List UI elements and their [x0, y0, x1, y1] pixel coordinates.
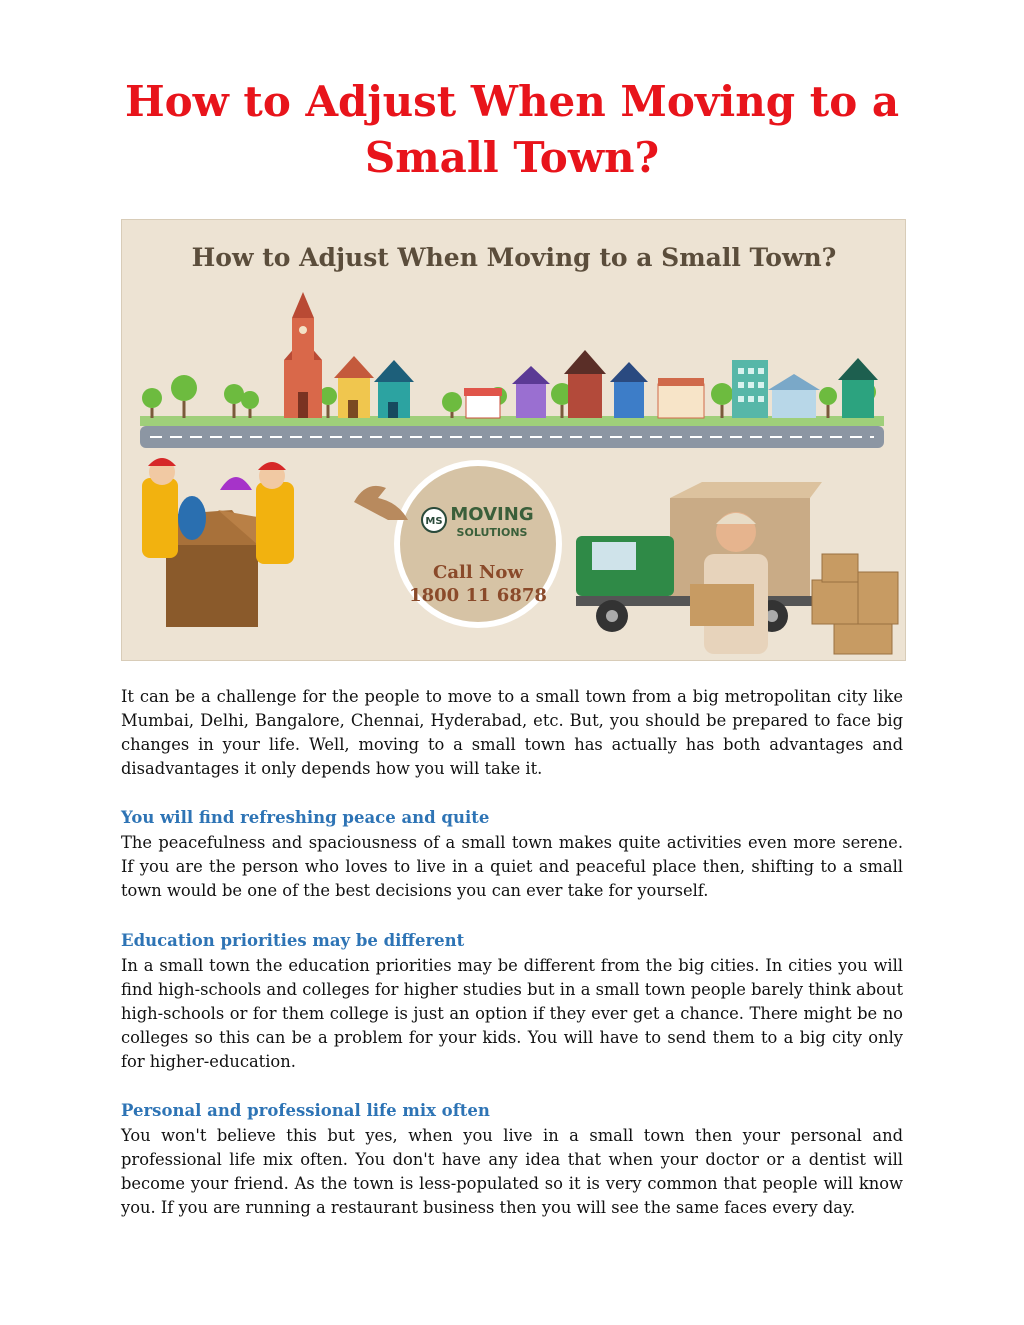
banner-headline: How to Adjust When Moving to a Small Town?	[191, 243, 837, 272]
section-heading-education: Education priorities may be different	[121, 931, 465, 950]
office-tower-icon	[732, 360, 768, 418]
logo-initials: MS	[425, 516, 443, 527]
intro-paragraph: It can be a challenge for the people to move to a small town from a big metropolitan city like Mumbai, Delhi, Bangalore, Chennai, Hyderabad, etc. But, you should be prepared to face big changes in your life. Well, moving to a small town has actually has both advantages and disadvantages it only depends how you will take it.	[121, 687, 903, 778]
page-title: How to Adjust When Moving to a Small Town?	[124, 77, 900, 182]
logo-name: MOVING	[450, 504, 534, 525]
section-heading-peace: You will find refreshing peace and quite	[121, 808, 490, 827]
hospital-icon	[658, 378, 704, 418]
logo-sub: SOLUTIONS	[456, 526, 528, 539]
section-text-peace: The peacefulness and spaciousness of a small town makes quite activities even more serene. If you are the person who loves to live in a quiet and peaceful place then, shifting to a small town would be one of the best decisions you can ever take for yourself.	[121, 833, 903, 900]
section-text-personal: You won't believe this but yes, when you live in a small town then your personal and professional life mix often. You don't have any idea that when your doctor or a dentist will become your friend. As the town is less-populated so it is very common that people will know you. If you are running a restaurant business then you will see the same faces every day.	[121, 1126, 903, 1217]
phone-number: 1800 11 6878	[409, 585, 547, 606]
shop-icon	[464, 388, 502, 418]
section-heading-personal: Personal and professional life mix often	[121, 1101, 490, 1120]
call-now-label: Call Now	[433, 562, 523, 583]
banner-image	[121, 219, 906, 661]
section-text-education: In a small town the education priorities may be different from the big cities. In cities you will find high-schools and colleges for higher studies but in a small town people barely think about high-schools or for them college is just an option if they ever get a chance. There might be no colleges so this can be a problem for your kids. You will have to send them to a big city only for higher-education.	[121, 956, 903, 1071]
